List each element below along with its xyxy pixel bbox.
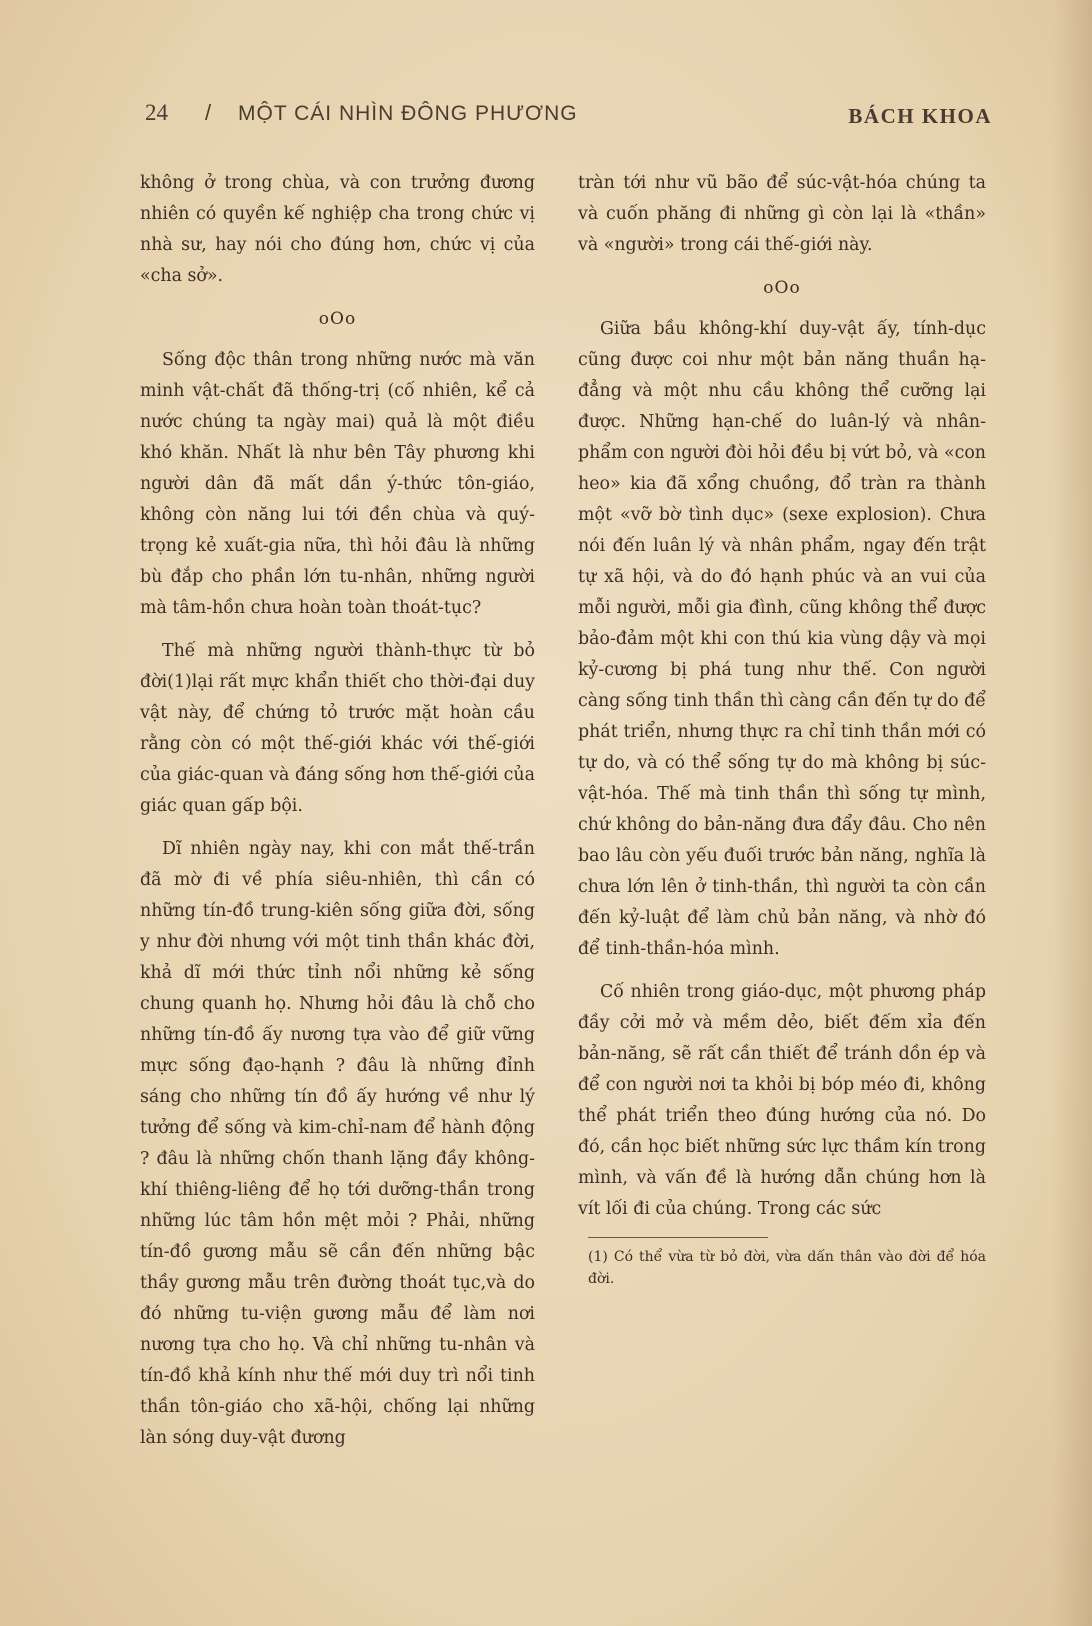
paragraph: Sống độc thân trong những nước mà văn minh vật-chất đã thống-trị (cố nhiên, kể cả nước chúng ta ngày mai) quả là một điều khó khăn. Nhất là như bên Tây phương khi người dân đã mất dần ý-thức tôn-giáo, không còn năng lui tới đền chùa và quý-trọng kẻ xuất-gia nữa, thì hỏi đâu là những bù đắp cho phần lớn tu-nhân, những người mà tâm-hồn chưa hoàn toàn thoát-tục? (140, 350, 535, 618)
footnote-rule (588, 1237, 768, 1238)
page-edge-shadow (1052, 0, 1092, 1626)
paragraph: Thế mà những người thành-thực từ bỏ đời(1)lại rất mực khẩn thiết cho thời-đại duy vật này, để chứng tỏ trước mặt hoàn cầu rằng còn có một thế-giới khác với thế-giới của giác-quan và đáng sống hơn thế-giới của giác quan gấp bội. (140, 641, 535, 816)
paragraph: Cố nhiên trong giáo-dục, một phương pháp đầy cởi mở và mềm dẻo, biết đếm xỉa đến bản-năng, sẽ rất cần thiết để tránh dồn ép và để con người nơi ta khỏi bị bóp méo đi, không thể phát triển theo đúng hướng của nó. Do đó, cần học biết những sức lực thầm kín trong mình, và vấn đề là hướng dẫn chúng hơn là vít lối đi của chúng. Trong các sức (578, 982, 986, 1219)
right-column (578, 168, 986, 1302)
page-header (145, 100, 992, 140)
paragraph: tràn tới như vũ bão để súc-vật-hóa chúng ta và cuốn phăng đi những gì còn lại là «thần» và «người» trong cái thế-giới này. (578, 173, 986, 255)
left-column (140, 168, 535, 1466)
section-separator: oOo (763, 278, 801, 298)
header-separator: / (205, 100, 212, 125)
journal-name: BÁCH KHOA (848, 104, 992, 128)
section-separator: oOo (318, 309, 357, 329)
paragraph: Dĩ nhiên ngày nay, khi con mắt thế-trần đã mờ đi về phía siêu-nhiên, thì cần có những tín-đồ trung-kiên sống giữa đời, sống y như đời nhưng với một tinh thần khác đời, khả dĩ mới thức tỉnh nổi những kẻ sống chung quanh họ. Nhưng hỏi đâu là chỗ cho những tín-đồ ấy nương tựa vào để giữ vững mực sống đạo-hạnh ? đâu là những đỉnh sáng cho những tín đồ ấy hướng về như lý tưởng để sống và kim-chỉ-nam để hành động ? đâu là những chốn thanh lặng đầy không-khí thiêng-liêng để họ tới dưỡng-thần trong những lúc tâm hồn mệt mỏi ? Phải, những tín-đồ gương mẫu sẽ cần đến những bậc thầy gương mẫu trên đường thoát tục,và do đó những tu-viện gương mẫu để làm nơi nương tựa cho họ. Và chỉ những tu-nhân và tín-đồ khả kính như thế mới duy trì nổi tinh thần tôn-giáo cho xã-hội, chống lại những làn sóng duy-vật đương (140, 839, 535, 1448)
paragraph: Giữa bầu không-khí duy-vật ấy, tính-dục cũng được coi như một bản năng thuần hạ-đẳng và một nhu cầu không thể cưỡng lại được. Những hạn-chế do luân-lý và nhân-phẩm con người đòi hỏi đều bị vứt bỏ, và «con heo» kia đã xổng chuồng, đổ tràn ra thành một «vỡ bờ tình dục» (sexe explosion). Chưa nói đến luân lý và nhân phẩm, ngay đến trật tự xã hội, và do đó hạnh phúc và an vui của mỗi người, mỗi gia đình, cũng không thể được bảo-đảm một khi con thú kia vùng dậy và mọi kỷ-cương bị phá tung như thế. Con người càng sống tinh thần thì càng cần đến tự do để phát triển, nhưng thực ra chỉ tinh thần mới có tự do, và có thể sống tự do mà không bị súc-vật-hóa. Thế mà tinh thần thì sống tự mình, chứ không do bản-năng đưa đẩy đâu. Cho nên bao lâu còn yếu đuối trước bản năng, nghĩa là chưa lớn lên ở tinh-thần, thì người ta còn cần đến kỷ-luật để làm chủ bản năng, và nhờ đó để tinh-thần-hóa mình. (578, 319, 986, 959)
page-number: 24 (145, 100, 168, 125)
paragraph: không ở trong chùa, và con trưởng đương nhiên có quyền kế nghiệp cha trong chức vị nhà sư, hay nói cho đúng hơn, chức vị của «cha sở». (140, 173, 535, 286)
footnote: (1) Có thể vừa từ bỏ đời, vừa dấn thân vào đời để hóa đời. (588, 1249, 986, 1287)
running-title: MỘT CÁI NHÌN ĐÔNG PHƯƠNG (238, 102, 578, 125)
